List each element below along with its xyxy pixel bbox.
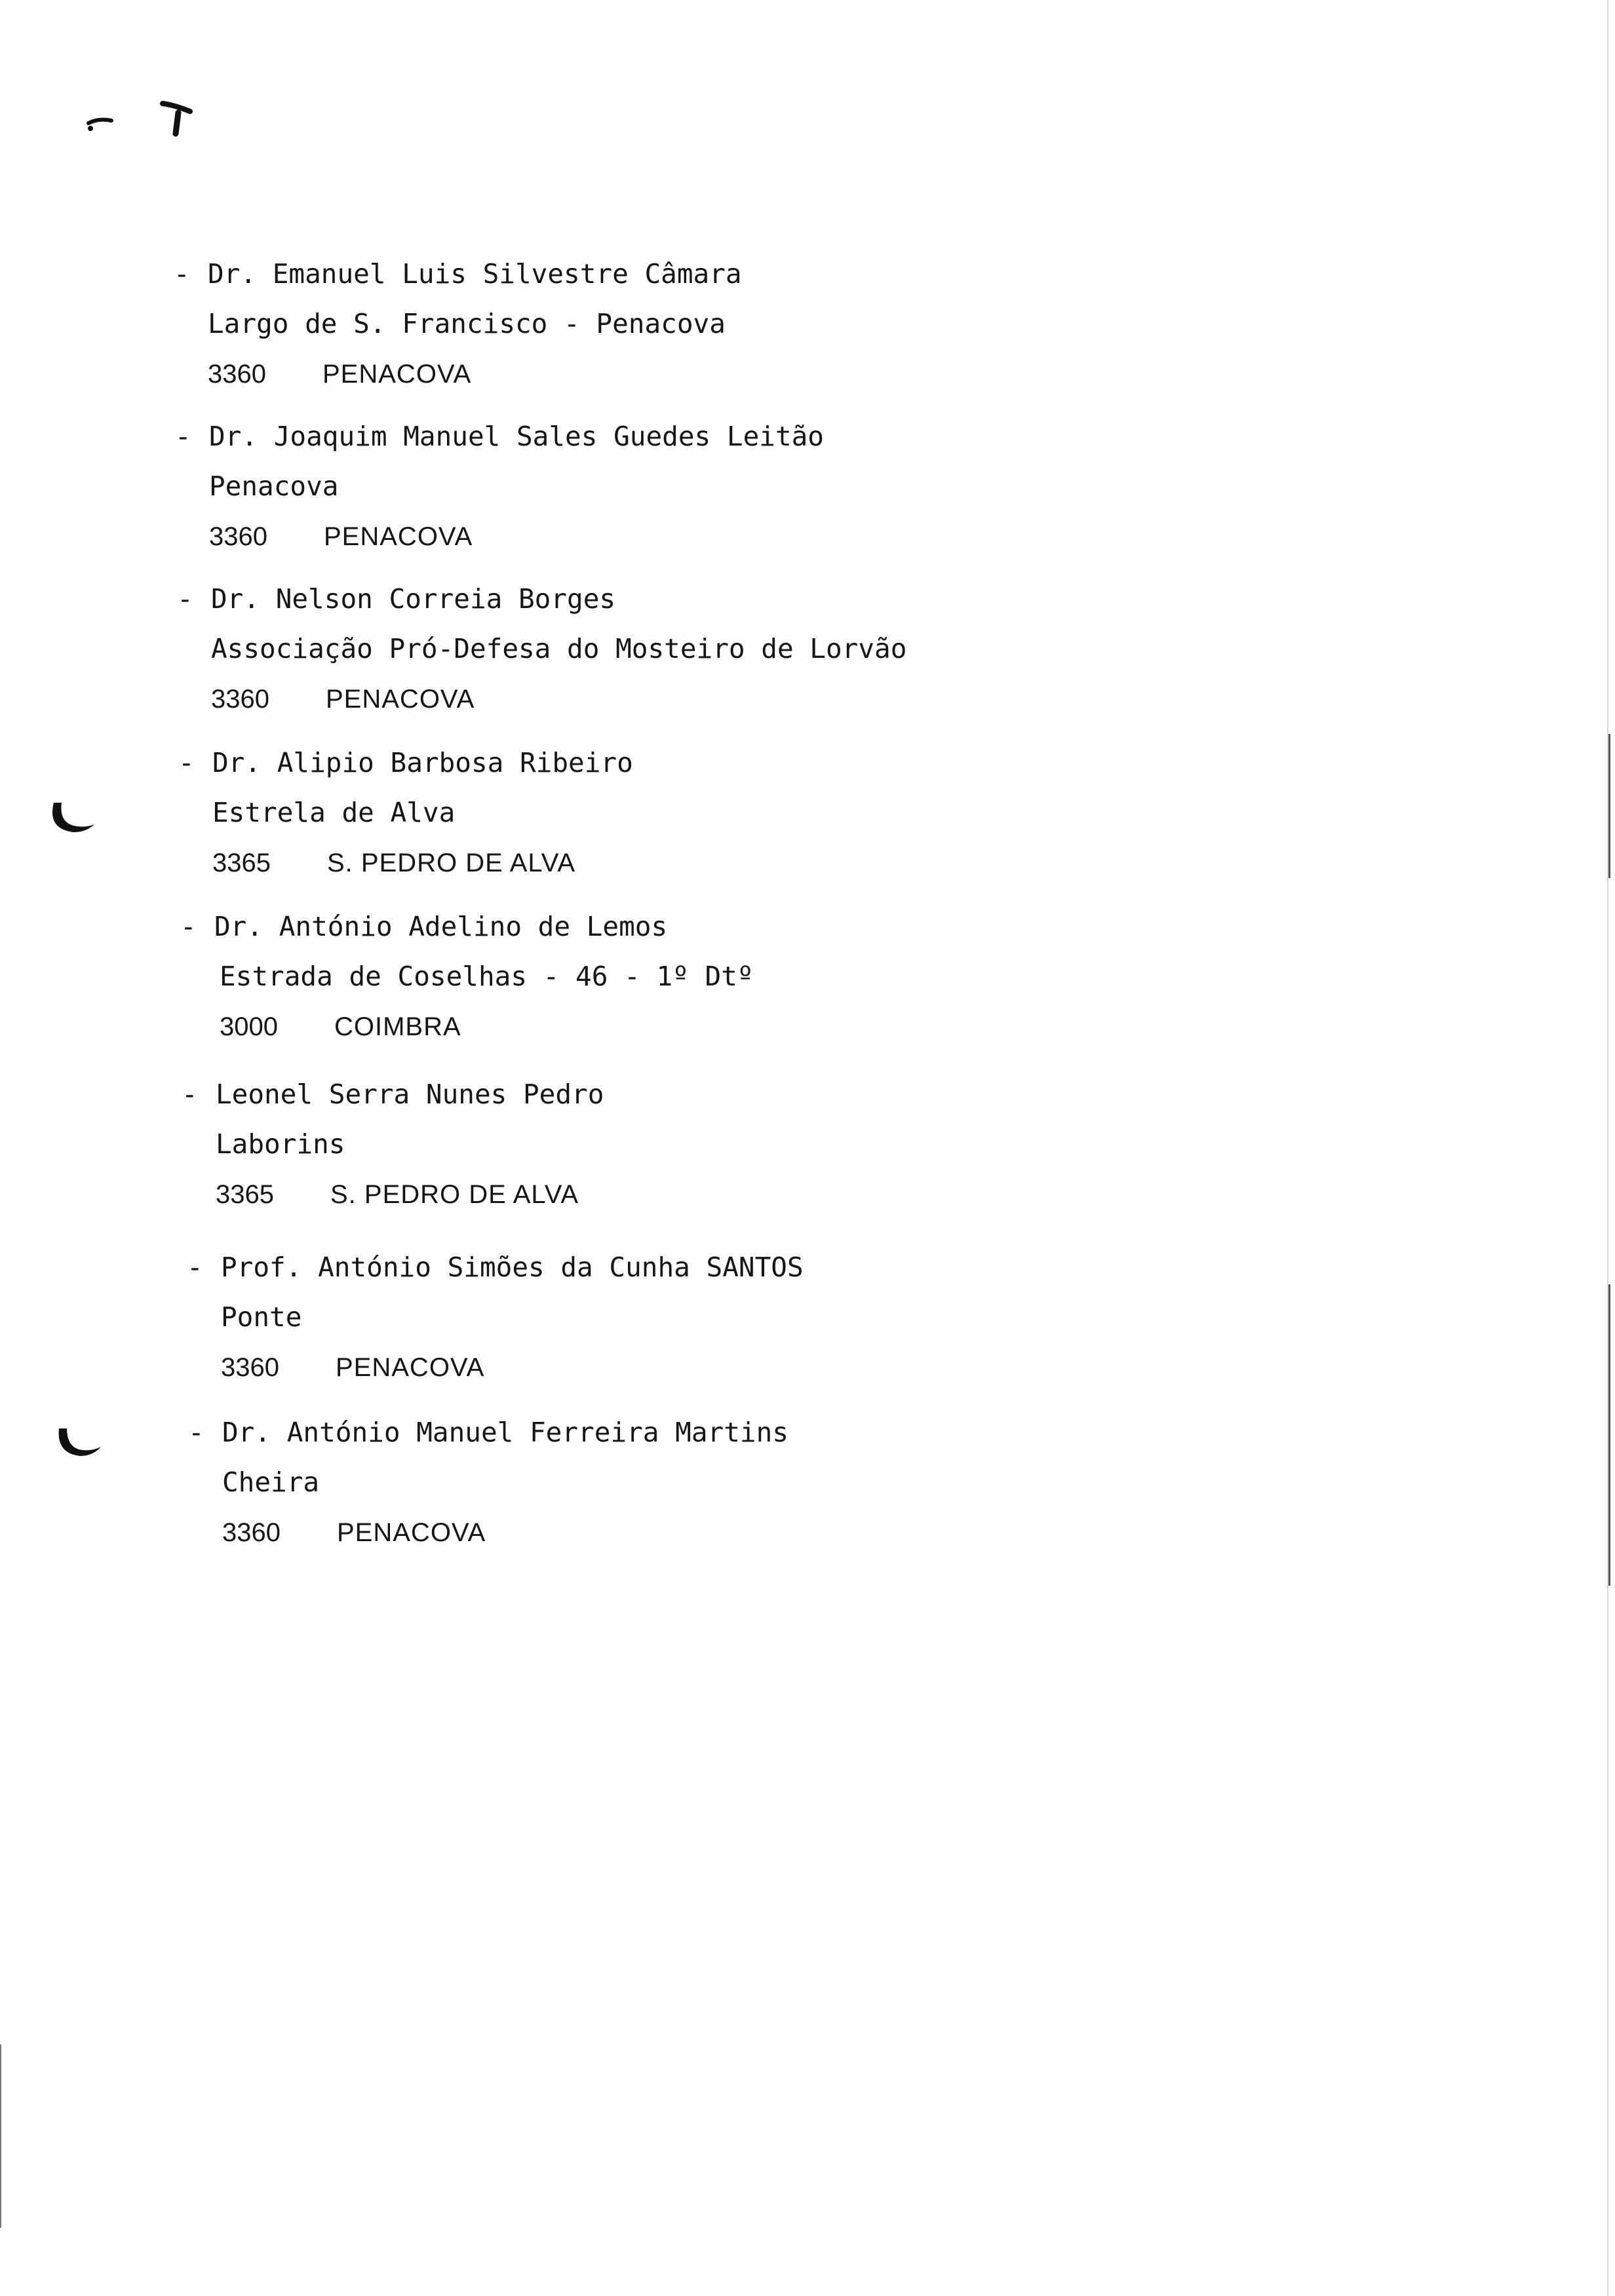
address-entry xyxy=(182,1081,1099,1231)
entry-city: S. PEDRO DE ALVA xyxy=(330,1180,579,1209)
entry-city: PENACOVA xyxy=(324,522,473,551)
scan-edge-line xyxy=(1607,0,1608,2296)
scan-edge-line xyxy=(0,2044,1,2228)
entry-address: Penacova xyxy=(209,470,339,502)
address-entry xyxy=(188,1419,1106,1569)
entry-dash: - xyxy=(188,1417,204,1448)
address-entry xyxy=(187,1254,1104,1404)
entry-dash: - xyxy=(182,1079,198,1110)
entry-name: Dr. António Manuel Ferreira Martins xyxy=(222,1417,788,1448)
binder-ring-mark xyxy=(54,1423,106,1463)
entry-postal-code: 3000 xyxy=(220,1012,278,1041)
entry-name: Leonel Serra Nunes Pedro xyxy=(216,1079,604,1110)
entry-dash: - xyxy=(177,583,193,615)
entry-name-line xyxy=(177,583,1095,636)
entry-address: Ponte xyxy=(221,1301,302,1333)
entry-name-line xyxy=(187,1254,1104,1304)
address-entry xyxy=(178,747,1096,899)
entry-address: Estrela de Alva xyxy=(212,797,456,828)
entry-name: Prof. António Simões da Cunha SANTOS xyxy=(221,1252,804,1283)
entry-postal-code: 3360 xyxy=(211,685,269,714)
entry-city: PENACOVA xyxy=(337,1518,486,1547)
address-entry xyxy=(180,913,1098,1063)
entry-name: Dr. Joaquim Manuel Sales Guedes Leitão xyxy=(209,421,824,452)
entry-address: Laborins xyxy=(216,1128,345,1160)
address-entry xyxy=(177,583,1095,735)
entry-name-line xyxy=(180,913,1098,963)
entry-name: Dr. Emanuel Luis Silvestre Câmara xyxy=(208,258,742,290)
entry-name: Dr. António Adelino de Lemos xyxy=(214,911,668,942)
entry-postal-code: 3360 xyxy=(209,522,267,551)
entry-dash: - xyxy=(175,421,191,452)
entry-city: PENACOVA xyxy=(326,685,475,714)
entry-address: Estrada de Coselhas - 46 - 1º Dtº xyxy=(220,961,754,992)
entry-dash: - xyxy=(174,258,190,290)
entry-city: S. PEDRO DE ALVA xyxy=(327,849,576,877)
corner-hole-punch-mark xyxy=(85,97,197,143)
scan-edge-line xyxy=(1608,1284,1610,1586)
entry-postal-code: 3360 xyxy=(208,360,266,389)
entry-city: COIMBRA xyxy=(334,1012,461,1041)
entry-dash: - xyxy=(178,747,195,778)
entry-city: PENACOVA xyxy=(322,360,472,389)
entry-postal-code: 3365 xyxy=(212,849,271,877)
entry-postal-code: 3360 xyxy=(221,1353,279,1382)
address-entry xyxy=(174,258,1091,410)
entry-name-line xyxy=(188,1419,1106,1469)
entry-name-line xyxy=(174,258,1091,311)
entry-name: Dr. Alipio Barbosa Ribeiro xyxy=(212,747,633,778)
entry-name-line xyxy=(182,1081,1099,1131)
entry-postal-code: 3365 xyxy=(216,1180,274,1209)
entry-address: Associação Pró-Defesa do Mosteiro de Lorvão xyxy=(211,633,907,664)
entry-name-line xyxy=(175,423,1093,473)
entry-dash: - xyxy=(187,1252,203,1283)
scan-edge-line xyxy=(1608,734,1610,878)
address-entry xyxy=(175,423,1093,573)
entry-postal-code: 3360 xyxy=(222,1518,281,1547)
entry-city: PENACOVA xyxy=(336,1353,485,1382)
entry-address: Largo de S. Francisco - Penacova xyxy=(208,308,726,339)
entry-name: Dr. Nelson Correia Borges xyxy=(211,583,616,615)
binder-ring-mark xyxy=(47,799,100,839)
entry-name-line xyxy=(178,747,1096,799)
entry-address: Cheira xyxy=(222,1466,320,1498)
entry-dash: - xyxy=(180,911,197,942)
